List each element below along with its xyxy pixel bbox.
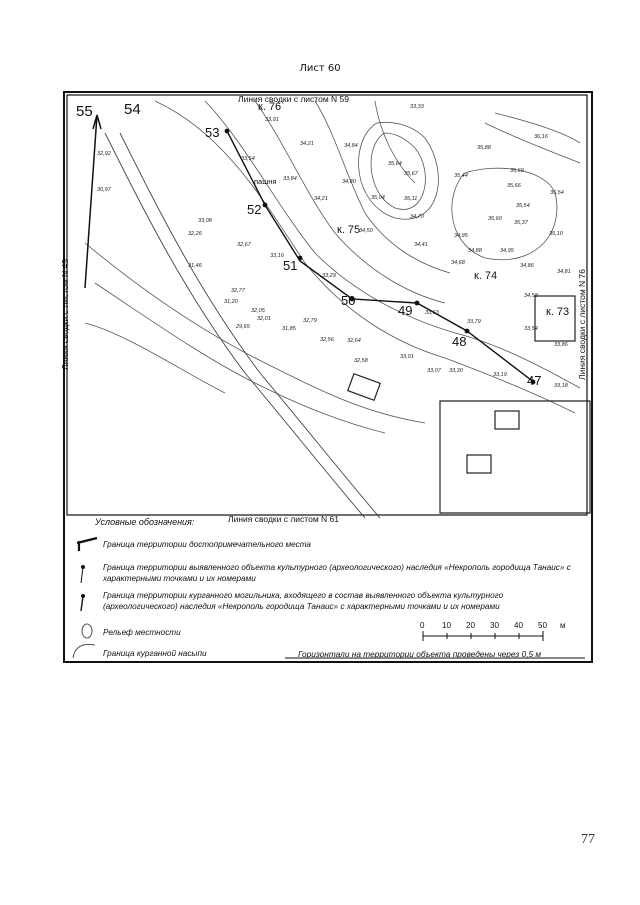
- elevation-mark: 31,46: [188, 263, 202, 269]
- elevation-mark: 32,67: [237, 242, 251, 248]
- elevation-mark: 35,66: [507, 183, 521, 189]
- elevation-mark: 34,21: [300, 141, 314, 147]
- elevation-mark: 32,26: [188, 231, 202, 237]
- elevation-mark: 34,80: [342, 179, 356, 185]
- elevation-mark: 31,20: [224, 299, 238, 305]
- point-number: 47: [527, 373, 542, 388]
- point-number: 50: [341, 293, 356, 308]
- elevation-mark: 33,18: [554, 383, 568, 389]
- legend-item: Граница курганной насыпи: [103, 649, 207, 658]
- point-number: 53: [205, 125, 220, 140]
- elevation-mark: 35,67: [404, 171, 418, 177]
- elevation-mark: 35,04: [371, 195, 385, 201]
- elevation-mark: 34,21: [314, 196, 328, 202]
- elevation-mark: 33,29: [322, 273, 336, 279]
- elevation-mark: 33,33: [410, 104, 424, 110]
- point-number: 54: [124, 101, 141, 118]
- elevation-mark: 35,54: [550, 190, 564, 196]
- elevation-mark: 35,64: [388, 161, 402, 167]
- elevation-mark: 32,01: [257, 316, 271, 322]
- elevation-mark: 36,16: [534, 134, 548, 140]
- elevation-mark: 32,79: [303, 318, 317, 324]
- kurgan-label: к. 75: [337, 224, 361, 236]
- kurgan-label: к. 73: [546, 306, 570, 318]
- elevation-mark: 33,30: [449, 368, 463, 374]
- elevation-mark: 34,68: [451, 260, 465, 266]
- elevation-mark: 33,54: [524, 326, 538, 332]
- elevation-mark: 34,58: [524, 293, 538, 299]
- elevation-mark: 34,81: [557, 269, 571, 275]
- buildings: [348, 296, 590, 513]
- elevation-mark: 32,58: [354, 358, 368, 364]
- elevation-mark: 35,69: [510, 168, 524, 174]
- scale-tick: 30: [490, 621, 499, 630]
- sheet-title: Лист 60: [299, 63, 341, 74]
- elevation-mark: 35,37: [514, 220, 528, 226]
- elevation-mark: 35,10: [549, 231, 563, 237]
- elevation-mark: 34,88: [468, 248, 482, 254]
- elevation-mark: 34,70: [410, 214, 424, 220]
- legend-item: Граница территории достопримечательного места: [103, 540, 311, 549]
- legend-item: Граница территории курганного могильника, входящего в состав выявленного объекта культурного (археологического) наследия «Некрополь городища Танаис» с характерными точками и их номерами: [103, 591, 504, 611]
- point-number: 51: [283, 258, 298, 273]
- elevation-mark: 35,44: [454, 173, 468, 179]
- north-arrow-icon: [85, 115, 101, 288]
- map-area-border: [67, 95, 587, 515]
- legend-symbols: [73, 538, 97, 658]
- elevation-mark: 33,63: [425, 310, 439, 316]
- elevation-mark: 32,64: [347, 338, 361, 344]
- elevation-mark: 35,88: [477, 145, 491, 151]
- elevation-mark: 30,97: [97, 187, 111, 193]
- elevation-mark: 33,84: [283, 176, 297, 182]
- elevation-mark: 33,54: [241, 156, 255, 162]
- elevation-mark: 33,91: [265, 117, 279, 123]
- scale-tick: 20: [466, 621, 475, 630]
- contour-note: Горизонтали на территории объекта проведены через 0,5 м: [298, 649, 542, 659]
- elevation-mark: 33,16: [270, 253, 284, 259]
- legend-item: Рельеф местности: [103, 628, 181, 637]
- scale-tick: 50: [538, 621, 547, 630]
- elevation-mark: 34,50: [359, 228, 373, 234]
- scale-tick: 10: [442, 621, 451, 630]
- kurgan-label: к. 76: [258, 101, 282, 113]
- scale-tick: 40: [514, 621, 523, 630]
- elevation-mark: 33,86: [554, 342, 568, 348]
- scale-tick: 0: [420, 621, 425, 630]
- elevation-mark: 32,56: [320, 337, 334, 343]
- elevation-mark: 34,86: [520, 263, 534, 269]
- elevation-mark: 34,84: [344, 143, 358, 149]
- elevation-mark: 32,05: [251, 308, 265, 314]
- elevation-mark: 32,92: [97, 151, 111, 157]
- kurgan-label: к. 74: [474, 270, 498, 282]
- match-line-top: Линия сводки с листом N 59: [238, 94, 349, 104]
- elevation-mark: 33,08: [198, 218, 212, 224]
- elevation-mark: 34,41: [414, 242, 428, 248]
- point-number: 48: [452, 334, 467, 349]
- field-label: пашня: [254, 177, 277, 186]
- page-number: 77: [581, 832, 595, 847]
- elevation-mark: 34,95: [454, 233, 468, 239]
- elevation-mark: 35,60: [488, 216, 502, 222]
- point-number: 55: [76, 103, 93, 120]
- point-number: 49: [398, 303, 413, 318]
- elevation-mark: 33,19: [493, 372, 507, 378]
- legend-item: Граница территории выявленного объекта культурного (археологического) наследия «Некрополь городища Танаис» с характерными точками и их номерами: [103, 563, 571, 583]
- elevation-mark: 33,07: [427, 368, 441, 374]
- scale-unit: м: [560, 621, 566, 630]
- elevation-mark: 35,11: [404, 196, 418, 202]
- point-number: 52: [247, 202, 262, 217]
- elevation-mark: 35,54: [516, 203, 530, 209]
- contour-lines: [85, 101, 580, 433]
- legend-title: Условные обозначения:: [95, 517, 195, 527]
- match-line-left: Линия сводки с листом N 45: [60, 259, 70, 370]
- match-line-right: Линия сводки с листом N 76: [577, 269, 587, 380]
- elevation-mark: 32,77: [231, 288, 245, 294]
- elevation-mark: 33,01: [400, 354, 414, 360]
- match-line-bottom: Линия сводки с листом N 61: [228, 514, 339, 524]
- elevation-mark: 29,65: [236, 324, 250, 330]
- elevation-mark: 33,79: [467, 319, 481, 325]
- elevation-mark: 34,95: [500, 248, 514, 254]
- elevation-mark: 31,85: [282, 326, 296, 332]
